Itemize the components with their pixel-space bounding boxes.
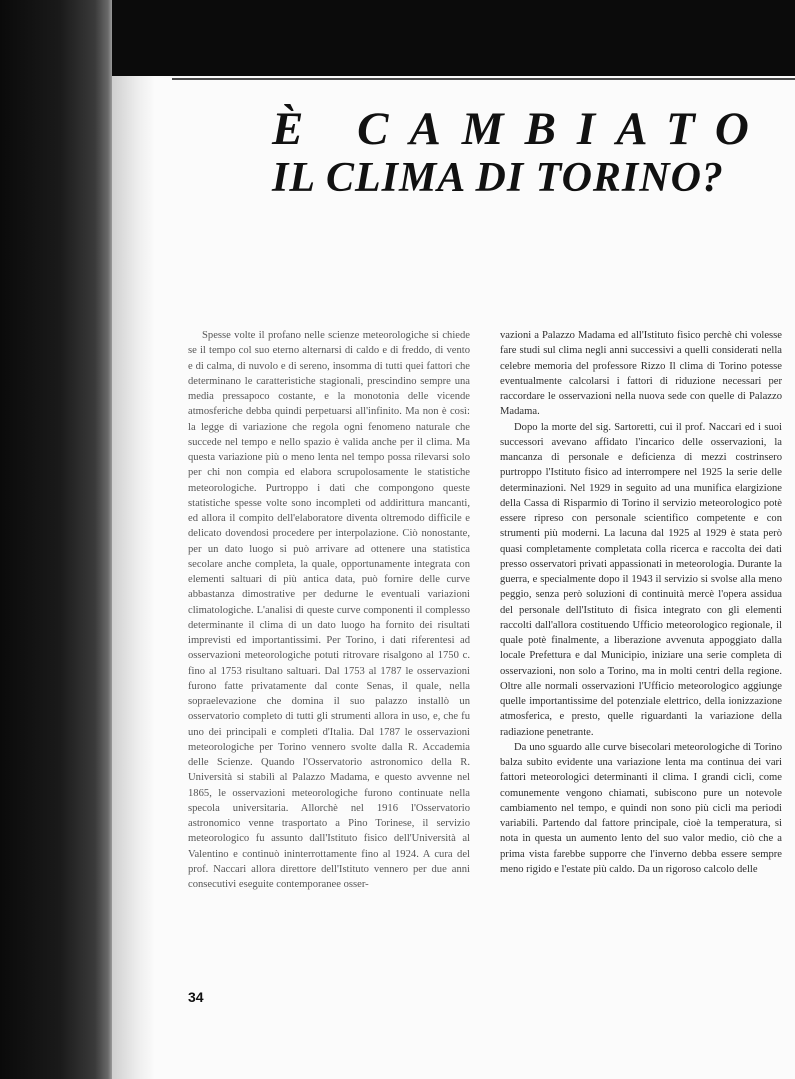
article-title-line2: IL CLIMA DI TORINO? xyxy=(272,155,724,201)
article-title-line1: È CAMBIATO xyxy=(272,103,770,155)
page-binding-shadow xyxy=(112,76,154,1079)
page-number: 34 xyxy=(188,989,204,1005)
column-right-paragraph-1: vazioni a Palazzo Madama ed all'Istituto fisico perchè chi volesse fare studi sul clima negli anni successivi a quelli considerati nella celebre memoria del professore Rizzo Il clima di Torino potesse eventualmente calcolarsi i fattori di riduzione necessari per raccordare le osservazioni nella nuova sede con quelle di Palazzo Madama. xyxy=(500,330,782,418)
column-right-paragraph-2: Dopo la morte del sig. Sartoretti, cui il prof. Naccari ed i suoi successori avevano affidato l'incarico delle osservazioni, la mancanza di personale e deficienza di mezzi costrinsero purtroppo l'Istituto fisico ad interrompere nel 1925 la serie delle determinazioni. Nel 1929 in seguito ad una munifica elargizione della Cassa di Risparmio di Torino il servizio meteorologico potè essere ripreso con personale scientifico competente e con strumenti più moderni. La lacuna dal 1925 al 1929 è stata però quasi completamente completata colla ricerca e raccolta dei dati presso osservatori privati appassionati in meteorologia. Durante la guerra, e specialmente dopo il 1943 il servizio si svolse alla meno peggio, senza però soluzioni di continuità mercè l'opera assidua del personale dell'Istituto di fisica integrato con gli elementi raccolti dall'allora costituendo Ufficio meteorologico regionale, il quale potè finalmente, a liberazione avvenuta appoggiato dalla locale Prefettura e dal Municipio, iniziare una serie completa di osservazioni, non solo a Torino, ma in molti centri della regione. Oltre alle normali osservazioni l'Ufficio meteorologico aggiunge quelle importantissime del potenziale elettrico, della ionizzazione atmosferica, e presto, quelle riguardanti la variazione della radiazione penetrante. xyxy=(500,421,782,738)
article-column-right xyxy=(500,328,782,877)
column-right-paragraph-3: Da uno sguardo alle curve bisecolari meteorologiche di Torino balza subito evidente una variazione lenta ma continua dei vari fattori meteorologici determinanti il clima. I grandi cicli, come comunemente vengono chiamati, subiscono pure un notevole cambiamento nel tempo, e quindi non sono più cicli ma periodi variabili. Partendo dal fattore principale, cioè la temperatura, si nota in questa un aumento lento del suo valor medio, ciò che a prima vista farebbe supporre che l'inverno debba essere sempre meno rigido e l'estate più caldo. Da un rigoroso calcolo delle xyxy=(500,741,782,875)
page-top-edge xyxy=(172,78,795,80)
scan-border-left xyxy=(0,0,112,1079)
magazine-page xyxy=(112,76,795,1079)
article-column-left xyxy=(188,328,470,892)
column-left-text: Spesse volte il profano nelle scienze meteorologiche si chiede se il tempo col suo eterno alternarsi di caldo e di freddo, di vento e di calma, di nuvolo e di sereno, insomma di tutti quei fattori che determinano le caratteristiche stagionali, prescindino sempre una media pressapoco costante, e la monotonia delle vicende atmosferiche debba quindi perpetuarsi all'infinito. Ma non è così: la legge di variazione che regola ogni fenomeno naturale che succede nel tempo e nello spazio è valida anche per il clima. Ma questa variazione più o meno lenta nel tempo possa rilevarsi solo per chi non compìa ed elabora scrupolosamente le statistiche meteorologiche. Purtroppo i dati che compongono queste statistiche spesse volte sono incompleti od addirittura mancanti, ed allora il compito dell'elaboratore diventa oltremodo difficile e delicato dovendosi procedere per interpolazione. Ciò nonostante, per un dato luogo si può arrivare ad ottenere una statistica secolare anche completa, la quale, opportunamente integrata con elementi saltuari di più antica data, può fornire delle curve abbastanza dimostrative per dedurne le eventuali variazioni climatologiche. L'analisi di queste curve componenti il complesso determinante il clima di un dato luogo ha fornito dei risultati imprevisti ed importantissimi. Per Torino, i dati riferentesi ad osservazioni meteorologiche potuti ritrovare risalgono al 1750 c. fino al 1753 risultano saltuari. Dal 1753 al 1787 le osservazioni furono fatte privatamente dal conte Senas, il quale, nella sopraelevazione che domina il suo palazzo installò un osservatorio completo di tutti gli strumenti allora in uso, e, che fu uno dei principali e completi d'Italia. Dal 1787 le osservazioni meteorologiche per Torino vennero svolte dalla R. Accademia delle Scienze. Quando l'Osservatorio astronomico della R. Università si stabilì al Palazzo Madama, e questo avvenne nel 1865, le osservazioni meteorologiche furono continuate nella specola universitaria. Allorchè nel 1916 l'Osservatorio astronomico venne trasportato a Pino Torinese, il servizio meteorologico fu assunto dall'Istituto fisico dell'Università al Valentino e continuò ininterrottamente fino al 1924. A cura del prof. Naccari allora direttore dell'Istituto vennero per due anni consecutivi eseguite contemporanee osser- xyxy=(188,330,470,890)
scan-border-top xyxy=(0,0,795,76)
